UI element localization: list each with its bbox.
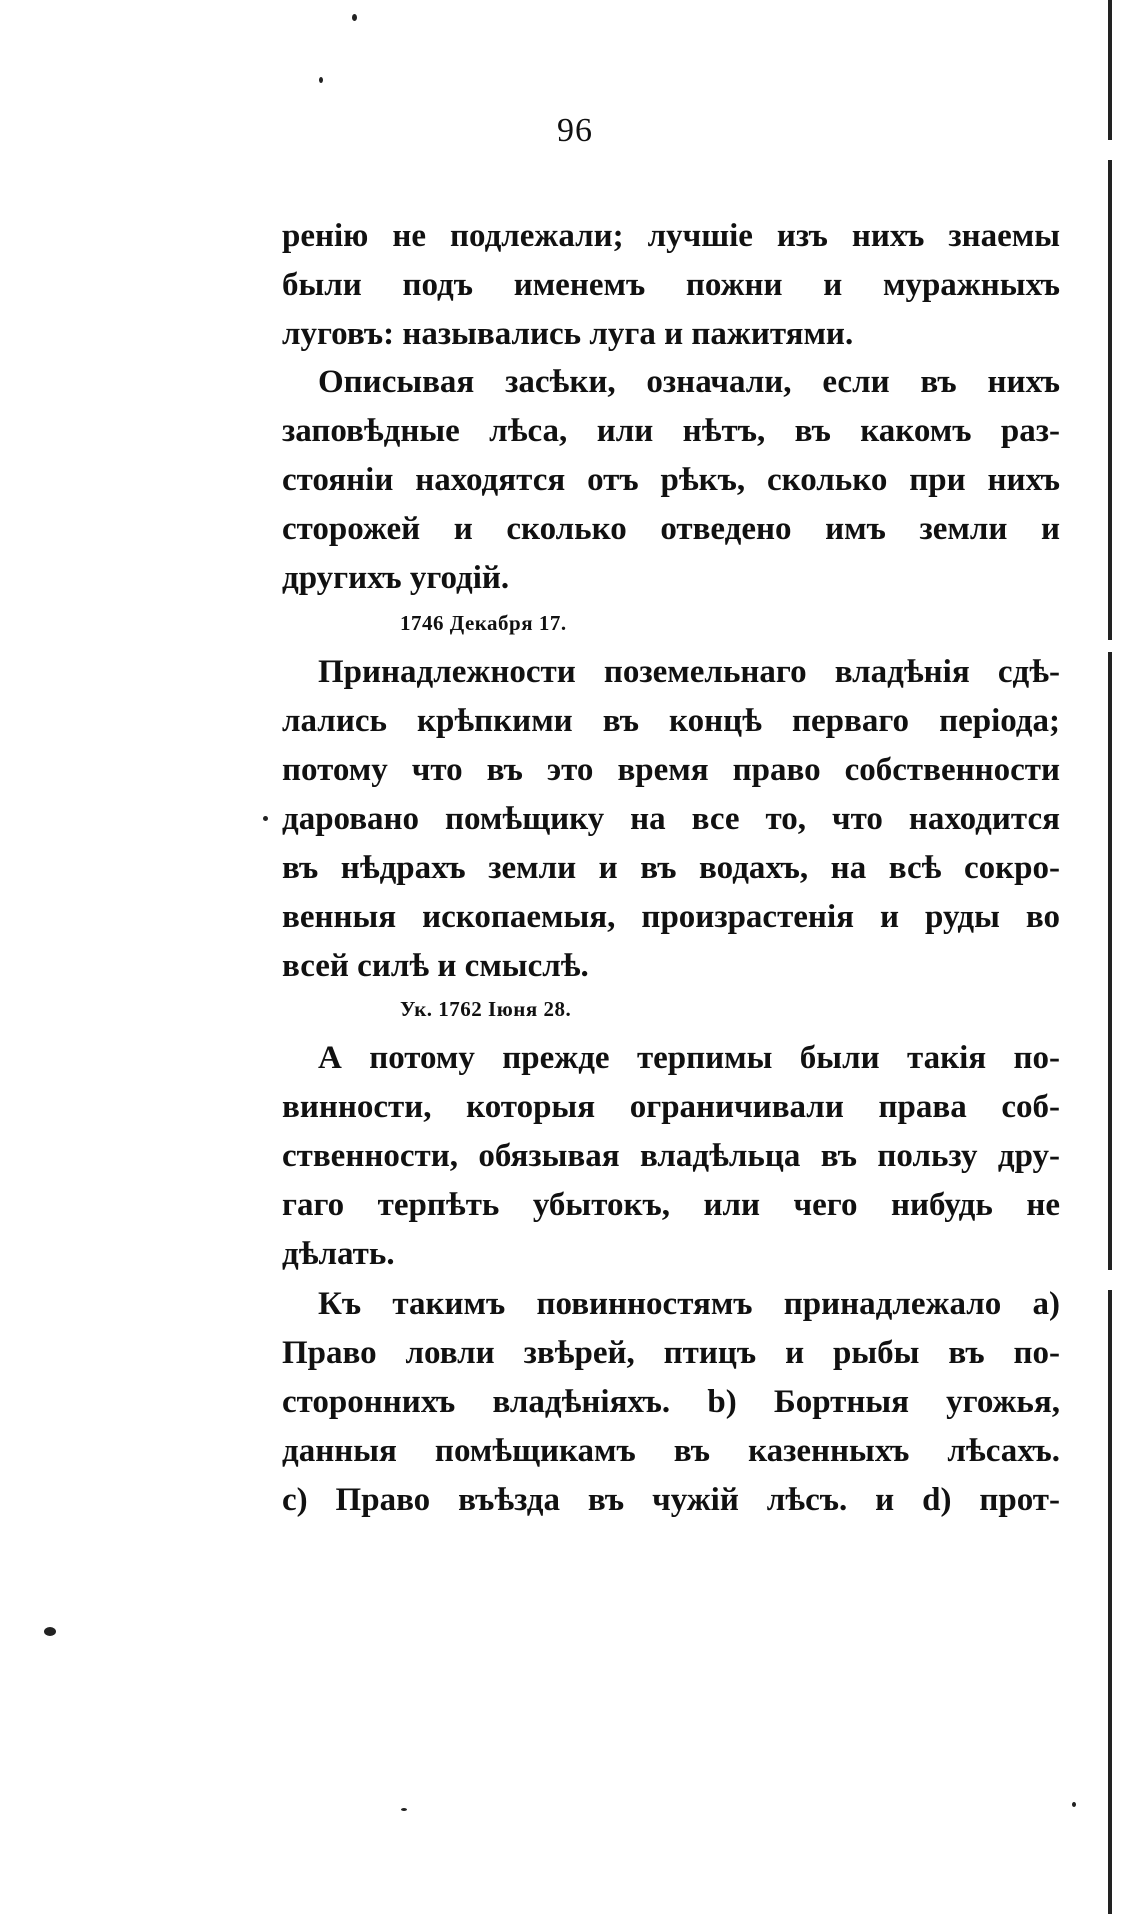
citation-decree: Ук. 1762 Іюня 28. bbox=[400, 997, 572, 1021]
text-line: даровано помѣщику на все то, что находится bbox=[282, 801, 1060, 837]
text-line: были подъ именемъ пожни и муражныхъ bbox=[282, 267, 1060, 303]
page-number: 96 bbox=[557, 112, 593, 149]
text-line: сторожей и сколько отведено имъ земли и bbox=[282, 511, 1060, 547]
page-edge-rule bbox=[1108, 0, 1112, 1914]
text-line: дѣлать. bbox=[282, 1236, 395, 1272]
text-line: стороннихъ владѣніяхъ. b) Бортныя угожья, bbox=[282, 1384, 1060, 1420]
text-line: въ нѣдрахъ земли и въ водахъ, на всѣ сокро- bbox=[282, 850, 1060, 886]
text-line: Право ловли звѣрей, птицъ и рыбы въ по- bbox=[282, 1335, 1060, 1371]
text-line: венныя ископаемыя, произрастенія и руды во bbox=[282, 899, 1060, 935]
paragraph-4 bbox=[282, 1034, 1060, 1279]
citation-date: 1746 Декабря 17. bbox=[400, 611, 567, 635]
text-line: стояніи находятся отъ рѣкъ, сколько при нихъ bbox=[282, 462, 1060, 498]
text-line: Описывая засѣки, означали, если въ нихъ bbox=[318, 364, 1060, 400]
scan-speck bbox=[263, 816, 268, 821]
scan-speck bbox=[44, 1627, 56, 1636]
text-line: А потому прежде терпимы были такія по- bbox=[318, 1040, 1060, 1076]
text-line: ственности, обязывая владѣльца въ пользу дру- bbox=[282, 1138, 1060, 1174]
text-line: всей силѣ и смыслѣ. bbox=[282, 948, 589, 984]
text-line: c) Право въѣзда въ чужій лѣсъ. и d) прот- bbox=[282, 1482, 1060, 1518]
text-line: Принадлежности поземельнаго владѣнія сдѣ- bbox=[318, 654, 1060, 690]
scan-speck bbox=[352, 14, 357, 21]
scan-speck bbox=[319, 77, 323, 83]
text-line: ренію не подлежали; лучшіе изъ нихъ знаемы bbox=[282, 218, 1060, 254]
text-line: луговъ: назывались луга и пажитями. bbox=[282, 316, 854, 352]
paragraph-2 bbox=[282, 358, 1060, 603]
text-line: данныя помѣщикамъ въ казенныхъ лѣсахъ. bbox=[282, 1433, 1060, 1469]
text-line: потому что въ это время право собственности bbox=[282, 752, 1060, 788]
text-line: Къ такимъ повинностямъ принадлежало a) bbox=[318, 1286, 1060, 1322]
paragraph-1 bbox=[282, 212, 1060, 359]
paragraph-3 bbox=[282, 648, 1060, 991]
scan-speck bbox=[1072, 1802, 1076, 1807]
text-line: другихъ угодій. bbox=[282, 560, 510, 596]
text-line: заповѣдные лѣса, или нѣтъ, въ какомъ раз- bbox=[282, 413, 1060, 449]
text-line: винности, которыя ограничивали права соб- bbox=[282, 1089, 1060, 1125]
scan-speck bbox=[401, 1808, 407, 1811]
paragraph-5 bbox=[282, 1280, 1060, 1525]
text-line: лались крѣпкими въ концѣ перваго періода; bbox=[282, 703, 1060, 739]
text-line: гаго терпѣть убытокъ, или чего нибудь не bbox=[282, 1187, 1060, 1223]
